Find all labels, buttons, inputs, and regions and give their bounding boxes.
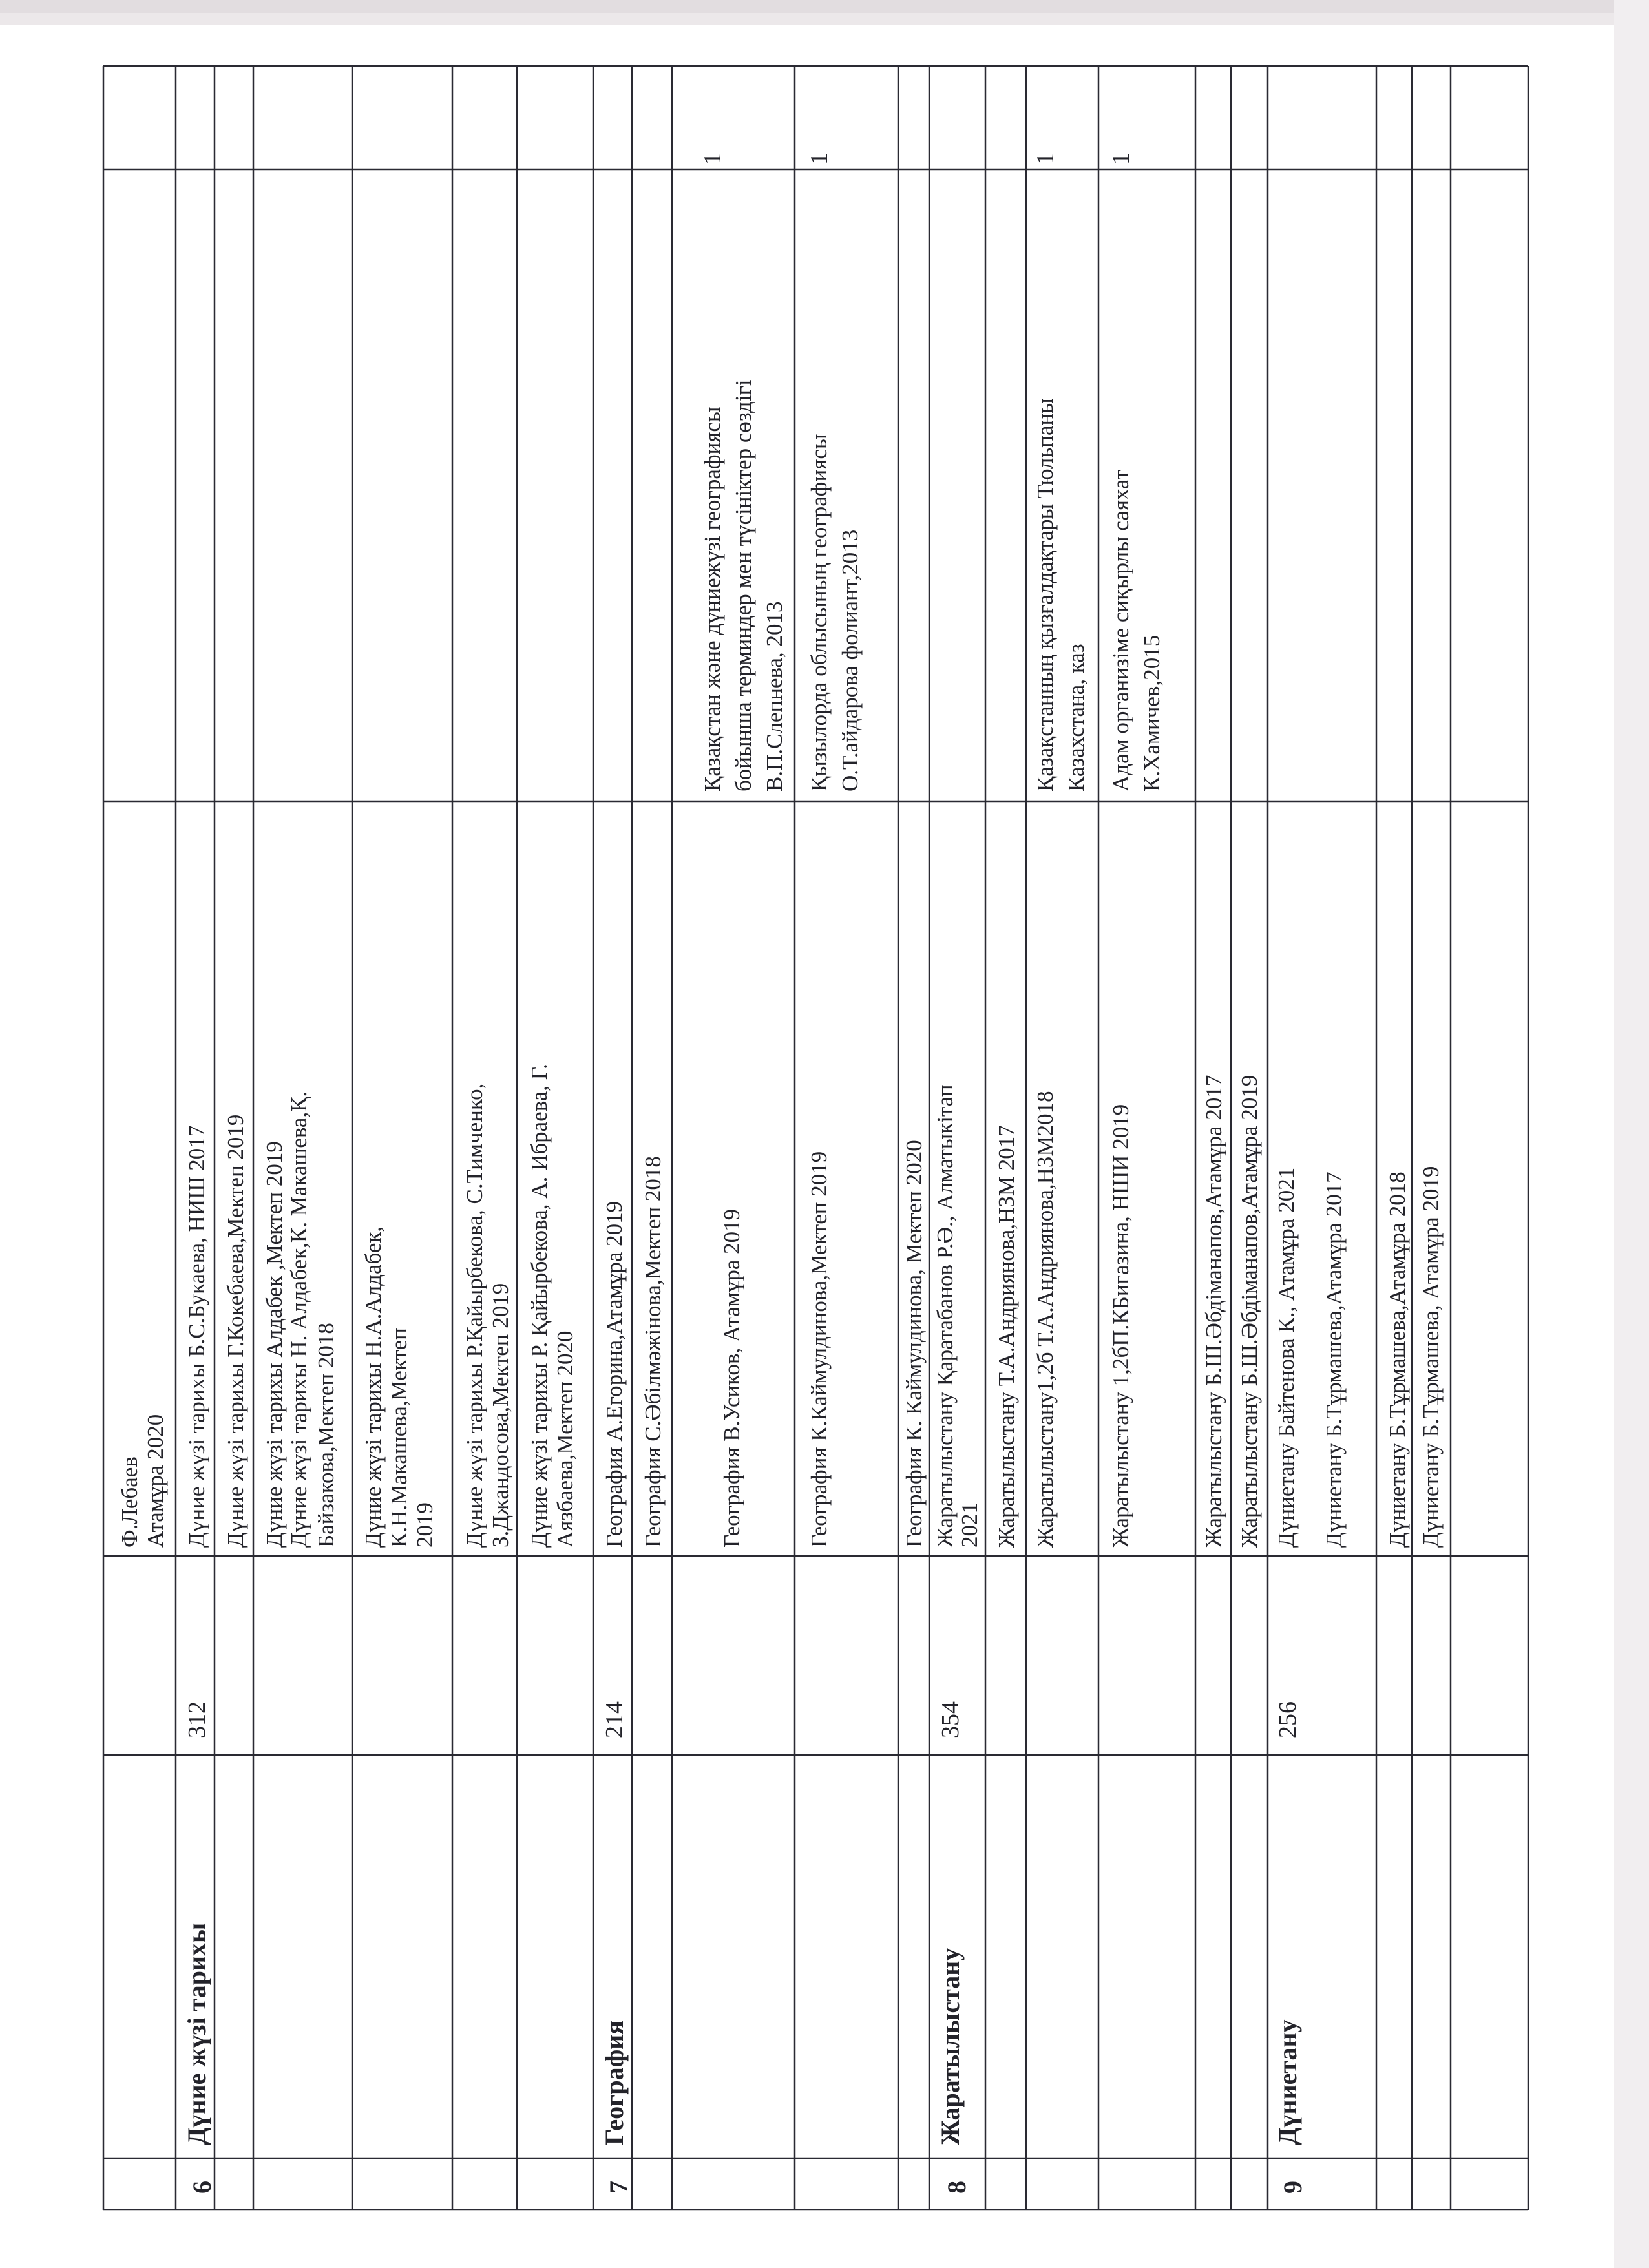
textbook-entry: К.Н.Макашева,Мектеп [386, 1328, 412, 1548]
hours-count: 354 [937, 1701, 964, 1738]
textbook-entry: Байзакова,Мектеп 2018 [313, 1323, 339, 1548]
additional-literature-entry: Қызылорда облысының географиясы [806, 434, 832, 792]
copies-count: 1 [806, 152, 833, 165]
copies-count: 1 [699, 152, 726, 165]
row-number: 9 [1278, 2181, 1307, 2194]
row-number: 8 [942, 2181, 971, 2194]
textbook-entry: Жаратылыстану1,2б Т.А.Андриянова,НЗМ2018 [1033, 1091, 1058, 1548]
textbook-entry: География А.Егорина,Атамұра 2019 [602, 1201, 627, 1548]
textbook-entry: Дүние жүзі тарихы Г.Кокебаева,Мектеп 2019 [223, 1114, 248, 1548]
additional-literature-entry: В.П.Слепнева, 2013 [762, 601, 787, 792]
subject-name: География [600, 2021, 629, 2145]
additional-literature-entry: бойынша терминдер мен түсініктер сөздігі [731, 379, 756, 792]
row-number: 7 [604, 2181, 633, 2194]
textbook-entry: Дүние жүзі тарихы Алдабек ,Мектеп 2019 [262, 1141, 287, 1548]
textbook-entry: Дүние жүзі тарихы Н.А.Алдабек, [361, 1226, 386, 1548]
textbook-entry: 2019 [412, 1502, 437, 1548]
textbook-entry: Жаратылыстану Б.Ш.Әбдіманапов,Атамұра 2017 [1201, 1075, 1226, 1548]
copies-count: 1 [1032, 152, 1059, 165]
subject-name: Дүниетану [1273, 2019, 1302, 2145]
textbook-entry: Аязбаева,Мектеп 2020 [552, 1330, 578, 1548]
textbook-entry: Атамұра 2020 [143, 1414, 168, 1548]
hours-count: 214 [601, 1701, 628, 1738]
textbook-entry: Жаратылыстану Қаратабанов Р.Ә., Алматыкітап [932, 1084, 958, 1548]
additional-literature-entry: Казахстана, каз [1064, 644, 1089, 792]
textbook-entry: Дүниетану Б.Тұрмашева,Атамұра 2018 [1385, 1171, 1410, 1548]
additional-literature-entry: Қазақстан және дүниежүзі географиясы [700, 406, 725, 792]
subject-name: Жаратылыстану [936, 1948, 965, 2145]
textbook-entry: География С.Әбілмәжінова,Мектеп 2018 [640, 1156, 666, 1548]
additional-literature-entry: О.Т.айдарова фолиант,2013 [837, 529, 863, 792]
textbook-entry: Дүние жүзі тарихы Н. Алдабек,К. Макашева,Қ. [286, 1091, 311, 1548]
textbook-entry: Дүние жүзі тарихы Р.Қайырбекова, С.Тимченко, [462, 1083, 487, 1548]
textbook-entry: Дүниетану Б.Тұрмашева,Атамұра 2017 [1321, 1171, 1347, 1548]
additional-literature-entry: Адам организіме сиқырлы саяхат [1108, 470, 1133, 792]
textbook-entry: Жаратылыстану Б.Ш.Әбдіманапов,Атамұра 2019 [1237, 1075, 1262, 1548]
textbook-entry: Жаратылыстану Т.А.Андриянова,НЗМ 2017 [994, 1125, 1019, 1548]
textbook-entry: Жаратылыстану 1,2бП.КБигазина, НШИ 2019 [1108, 1104, 1133, 1548]
textbook-entry: География К. Каймулдинова, Мектеп 2020 [901, 1140, 927, 1548]
textbook-entry: 2021 [957, 1502, 982, 1548]
textbook-entry: Дүние жүзі тарихы Р. Қайырбекова, А. Ибраева, Г. [527, 1064, 552, 1548]
additional-literature-entry: К.Хамичев,2015 [1139, 635, 1164, 792]
additional-literature-entry: Қазақстанның қызғалдақтары Тюльпаны [1033, 398, 1058, 792]
textbook-entry: География К.Каймулдинова,Мектеп 2019 [806, 1151, 832, 1548]
textbook-entry: З.Джандосова,Мектеп 2019 [488, 1283, 513, 1548]
textbook-entry: Ф.Лебаев [117, 1456, 142, 1548]
textbook-entry: Дүниетану Б.Тұрмашева, Атамұра 2019 [1418, 1166, 1444, 1548]
textbook-entry: Дүниетану Байтенова К., Атамұра 2021 [1274, 1167, 1299, 1548]
textbook-entry: География В.Усиков, Атамұра 2019 [719, 1208, 744, 1548]
row-number: 6 [187, 2181, 216, 2194]
hours-count: 256 [1274, 1701, 1301, 1738]
copies-count: 1 [1108, 152, 1135, 165]
subject-name: Дүние жүзі тарихы [182, 1922, 211, 2145]
textbook-entry: Дүние жүзі тарихы Б.С.Букаева, НИШ 2017 [184, 1125, 209, 1548]
hours-count: 312 [184, 1701, 211, 1738]
